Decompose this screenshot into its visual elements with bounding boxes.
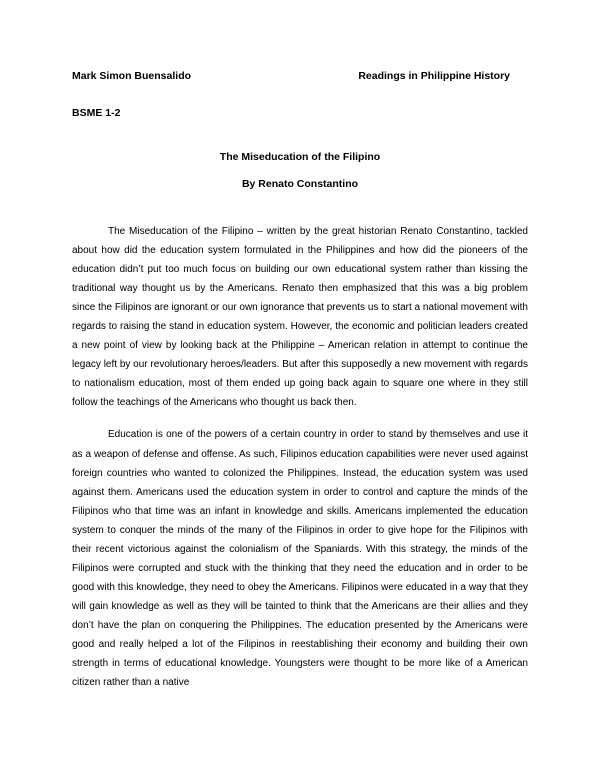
- author-name: Mark Simon Buensalido: [72, 70, 192, 82]
- paragraph: The Miseducation of the Filipino – written by the great historian Renato Constantino, tackled about how did the education system formulated in the Philippines and how did the pioneers of the education didn’t put too much focus on building our own educational system rather than kissing the traditional way thought us by the Americans. Renato then emphasized that this was a big problem since the Filipinos are ignorant or our own ignorance that prevents us to start a national movement with regards to raising the stand in education system. However, the economic and politician leaders created a new point of view by looking back at the Philippine – American relation in attempt to continue the legacy left by our revolutionary heroes/leaders. But after this supposedly a new movement with regards to nationalism education, most of them ended up going back again to square one where in they still follow the teachings of the Americans who thought us back then.: [72, 226, 528, 409]
- course-title: Readings in Philippine History: [358, 70, 510, 82]
- essay-byline: By Renato Constantino: [241, 178, 359, 190]
- essay-body: [72, 222, 528, 705]
- document-header: [72, 70, 510, 86]
- essay-title: The Miseducation of the Filipino: [219, 151, 381, 163]
- paragraph: Education is one of the powers of a certain country in order to stand by themselves and use it as a weapon of defense and offense. As such, Filipinos education capabilities were never used against foreign countries who wanted to colonized the Philippines. Instead, the education system was used against them. Americans used the education system in order to control and capture the minds of the Filipinos who that time was an infant in knowledge and skills. Americans implemented the education system to conquer the minds of the many of the Filipinos in order to give hope for the Filipinos with their recent victorious against the colonialism of the Spaniards. With this strategy, the minds of the Filipinos were corrupted and stuck with the thinking that they need the education and in order to be good with this knowledge, they need to obey the Americans. Filipinos were educated in a way that they will gain knowledge as well as they will be tainted to think that the Americans are their allies and they don’t have the plan on conquering the Philippines. The education presented by the Americans were good and really helped a lot of the Filipinos in reestablishing their economy and building their own strength in terms of educational knowledge. Youngsters were thought to be more like of a American citizen rather than a native: [72, 429, 528, 689]
- section-label: BSME 1-2: [72, 107, 121, 119]
